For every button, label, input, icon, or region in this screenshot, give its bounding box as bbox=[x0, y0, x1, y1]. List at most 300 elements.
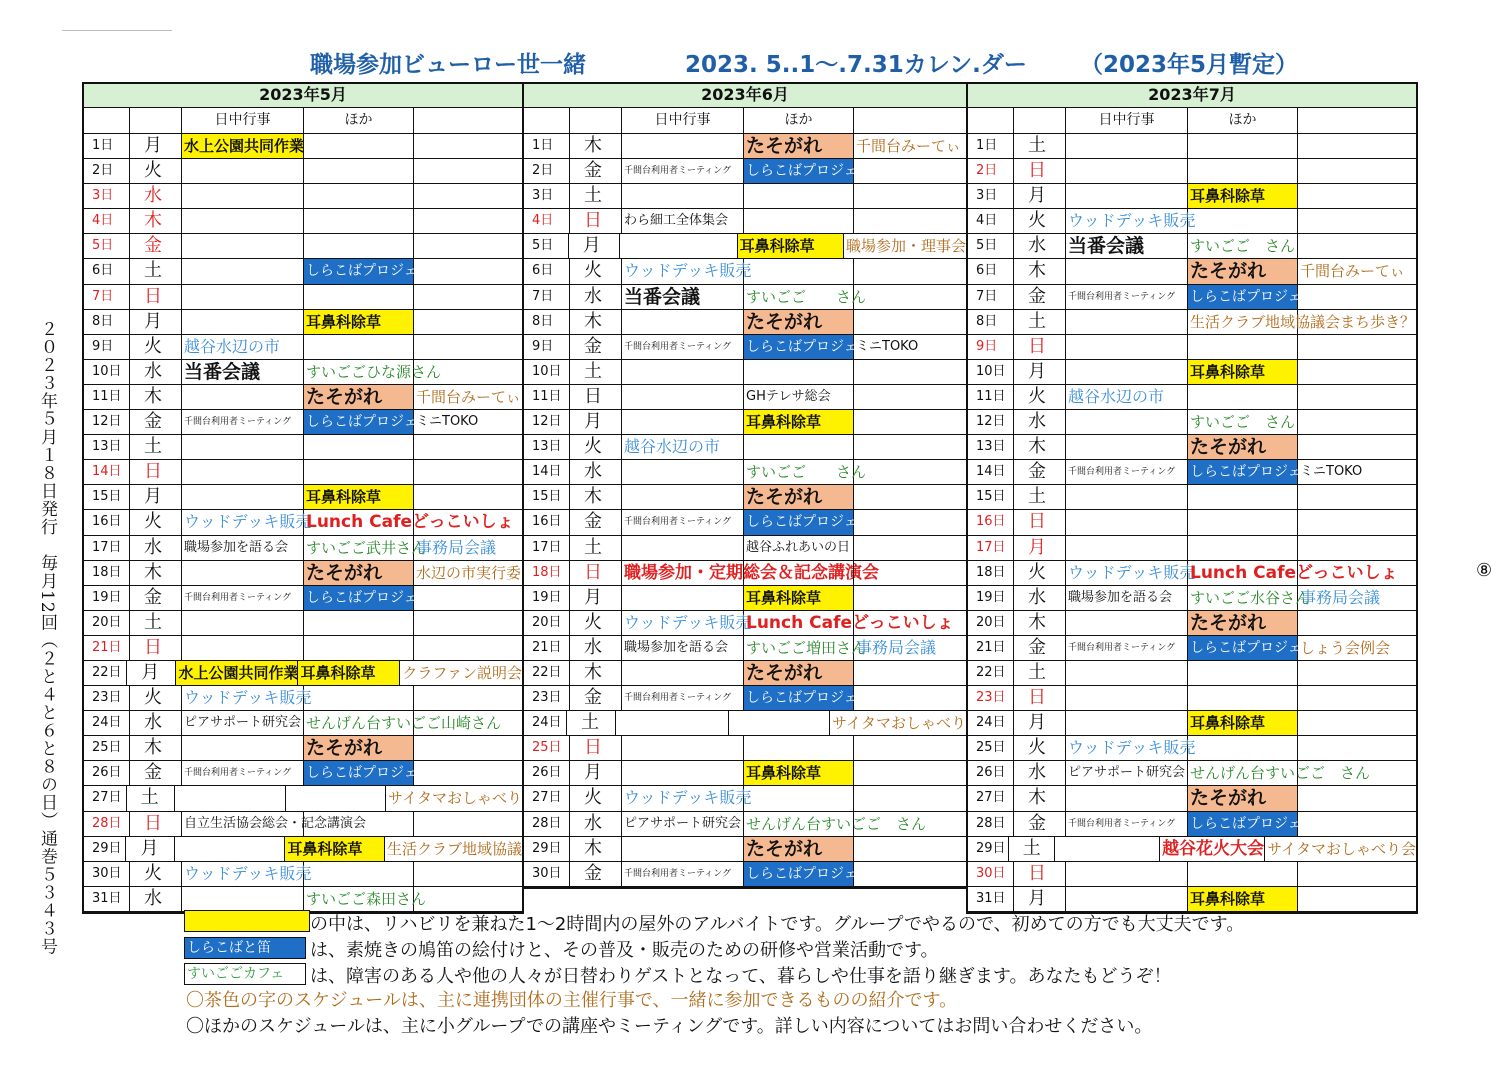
event-label: 職場参加・理事会 bbox=[845, 237, 966, 256]
weekday-cell: 日 bbox=[130, 460, 182, 484]
event-cell-a bbox=[182, 636, 304, 660]
calendar-row bbox=[524, 761, 966, 786]
month-july bbox=[966, 82, 1418, 914]
weekday-cell: 火 bbox=[1014, 385, 1066, 409]
event-cell-c bbox=[854, 184, 966, 208]
event-label: 千間台利用者ミーティング bbox=[1068, 467, 1176, 478]
event-cell-c bbox=[854, 335, 966, 359]
date-cell: 31日 bbox=[84, 887, 130, 911]
event-label: すいごご増田さん bbox=[746, 638, 867, 657]
issue-info: ２０２３年５月１８日発行 毎月12回（２と４と６と８の日）通巻５３４３号 bbox=[37, 320, 57, 956]
event-cell-a bbox=[1066, 887, 1188, 911]
calendar-row bbox=[84, 786, 522, 811]
event-label: Lunch Cafeどっこいしょ bbox=[1190, 562, 1398, 583]
date-cell: 16日 bbox=[84, 510, 130, 534]
event-cell-c bbox=[414, 360, 522, 384]
weekday-cell: 金 bbox=[570, 862, 622, 886]
event-label: しらこばプロジェク bbox=[304, 410, 413, 434]
event-cell-b bbox=[304, 184, 414, 208]
calendar-row bbox=[968, 536, 1416, 561]
event-label: 千間台利用者ミーティング bbox=[624, 341, 732, 352]
event-cell-b bbox=[1188, 209, 1298, 233]
event-cell-b bbox=[744, 485, 854, 509]
event-cell-a bbox=[1066, 812, 1188, 836]
event-cell-c bbox=[1298, 786, 1416, 810]
event-label: 水辺の市実行委 bbox=[416, 563, 522, 582]
date-cell: 19日 bbox=[524, 586, 570, 610]
event-cell-a bbox=[616, 711, 728, 735]
event-cell-c bbox=[414, 485, 522, 509]
event-cell-a bbox=[1066, 711, 1188, 735]
weekday-cell: 土 bbox=[570, 360, 622, 384]
event-cell-c bbox=[414, 435, 522, 459]
event-cell-b bbox=[1188, 234, 1298, 258]
event-label: 千間台みーてぃ bbox=[416, 387, 521, 406]
weekday-cell: 月 bbox=[127, 661, 176, 685]
event-cell-b bbox=[1188, 786, 1298, 810]
event-cell-a bbox=[1066, 184, 1188, 208]
event-cell-c bbox=[1298, 385, 1416, 409]
date-cell: 12日 bbox=[524, 410, 570, 434]
event-cell-b bbox=[304, 335, 414, 359]
weekday-cell: 日 bbox=[1014, 335, 1066, 359]
daytime-col-label: 日中行事 bbox=[182, 108, 304, 133]
weekday-cell: 日 bbox=[1014, 862, 1066, 886]
date-cell: 21日 bbox=[84, 636, 130, 660]
weekday-cell: 水 bbox=[130, 711, 182, 735]
event-label: しらこばプロジェク bbox=[744, 862, 853, 886]
calendar-row bbox=[84, 310, 522, 335]
event-label: たそがれ bbox=[744, 134, 853, 158]
event-cell-b bbox=[744, 686, 872, 710]
event-cell-a bbox=[622, 636, 744, 660]
event-label: せんげん台すいごご さん bbox=[1190, 764, 1371, 783]
event-cell-c bbox=[854, 561, 966, 585]
date-cell: 11日 bbox=[968, 385, 1014, 409]
date-cell: 4日 bbox=[968, 209, 1014, 233]
event-cell-b bbox=[304, 410, 432, 434]
date-cell: 30日 bbox=[84, 862, 130, 886]
event-cell-a bbox=[622, 335, 744, 359]
weekday-cell: 木 bbox=[130, 209, 182, 233]
calendar-row bbox=[968, 812, 1416, 837]
calendar-row bbox=[524, 812, 966, 837]
event-cell-c bbox=[414, 862, 522, 886]
date-cell: 25日 bbox=[84, 736, 130, 760]
event-cell-c bbox=[1298, 310, 1416, 334]
weekday-cell: 金 bbox=[570, 510, 622, 534]
weekday-cell: 金 bbox=[130, 586, 182, 610]
calendar-row bbox=[524, 611, 966, 636]
event-cell-a bbox=[622, 485, 744, 509]
calendar-row bbox=[84, 410, 522, 435]
weekday-cell: 水 bbox=[570, 636, 622, 660]
weekday-cell: 木 bbox=[570, 134, 622, 158]
date-cell: 24日 bbox=[84, 711, 130, 735]
weekday-cell: 火 bbox=[130, 510, 182, 534]
event-cell-b bbox=[1160, 837, 1265, 861]
date-cell: 10日 bbox=[524, 360, 570, 384]
event-label: たそがれ bbox=[1188, 786, 1297, 810]
event-cell-b bbox=[744, 586, 854, 610]
event-label: サイタマおしゃべり bbox=[832, 714, 966, 733]
event-label: たそがれ bbox=[304, 385, 413, 409]
event-cell-a bbox=[1066, 310, 1188, 334]
date-cell: 29日 bbox=[968, 837, 1009, 861]
event-cell-c bbox=[1298, 862, 1416, 886]
event-cell-b bbox=[304, 159, 414, 183]
event-cell-a bbox=[1066, 435, 1188, 459]
weekday-cell: 土 bbox=[1014, 134, 1066, 158]
event-cell-a bbox=[622, 661, 744, 685]
weekday-cell: 水 bbox=[1014, 410, 1066, 434]
date-cell: 23日 bbox=[524, 686, 570, 710]
event-cell-a bbox=[622, 812, 744, 836]
weekday-cell: 火 bbox=[130, 862, 182, 886]
day-col-label bbox=[968, 108, 1014, 133]
weekday-cell: 月 bbox=[130, 485, 182, 509]
event-cell-a bbox=[182, 561, 304, 585]
weekday-cell: 火 bbox=[130, 335, 182, 359]
event-cell-c bbox=[414, 510, 522, 534]
event-cell-a bbox=[182, 761, 304, 785]
event-cell-a bbox=[1066, 661, 1188, 685]
weekday-cell: 月 bbox=[130, 134, 182, 158]
event-cell-a bbox=[182, 310, 304, 334]
event-label: ピアサポート研究会 bbox=[1068, 765, 1186, 781]
date-cell: 30日 bbox=[968, 862, 1014, 886]
event-label: 耳鼻科除草 bbox=[744, 761, 853, 785]
event-cell-c bbox=[1298, 636, 1416, 660]
event-cell-c bbox=[414, 611, 522, 635]
event-cell-b bbox=[1188, 460, 1316, 484]
date-cell: 4日 bbox=[524, 209, 570, 233]
event-label: 当番会議 bbox=[624, 285, 701, 308]
date-cell: 13日 bbox=[524, 435, 570, 459]
event-cell-c bbox=[854, 410, 966, 434]
weekday-cell: 金 bbox=[570, 335, 622, 359]
date-cell: 6日 bbox=[84, 259, 130, 283]
event-cell-b bbox=[744, 812, 927, 836]
event-cell-b bbox=[744, 862, 872, 886]
event-cell-a bbox=[182, 234, 304, 258]
event-cell-c bbox=[854, 285, 966, 309]
calendar-row bbox=[968, 862, 1416, 887]
event-label: たそがれ bbox=[304, 736, 413, 760]
event-label: 当番会議 bbox=[1068, 235, 1145, 258]
event-cell-b bbox=[1188, 761, 1371, 785]
event-cell-c bbox=[854, 586, 966, 610]
weekday-cell: 水 bbox=[130, 536, 182, 560]
event-cell-c bbox=[1298, 259, 1416, 283]
event-cell-b bbox=[744, 460, 867, 484]
event-cell-b bbox=[744, 335, 872, 359]
calendar-row bbox=[524, 209, 966, 234]
weekday-cell: 水 bbox=[570, 285, 622, 309]
calendar-row bbox=[524, 285, 966, 310]
event-cell-a bbox=[1066, 259, 1188, 283]
event-cell-a bbox=[1066, 561, 1196, 585]
event-cell-b bbox=[744, 837, 854, 861]
event-label: 千間台利用者ミーティング bbox=[1068, 818, 1176, 829]
weekday-cell: 火 bbox=[1014, 561, 1066, 585]
event-cell-c bbox=[1298, 435, 1416, 459]
event-cell-b bbox=[1188, 636, 1316, 660]
event-cell-a bbox=[1066, 134, 1188, 158]
calendar-row bbox=[524, 184, 966, 209]
extra-col-label bbox=[414, 108, 522, 133]
event-cell-b bbox=[1188, 360, 1298, 384]
event-cell-b bbox=[744, 134, 854, 158]
event-cell-c bbox=[385, 837, 522, 861]
weekday-cell: 月 bbox=[1014, 184, 1066, 208]
event-cell-b bbox=[304, 510, 514, 534]
date-cell: 29日 bbox=[84, 837, 126, 861]
event-cell-c bbox=[414, 310, 522, 334]
date-cell: 30日 bbox=[524, 862, 570, 886]
event-cell-c bbox=[854, 786, 966, 810]
event-label: 耳鼻科除草 bbox=[1188, 184, 1297, 208]
calendar-row bbox=[84, 536, 522, 561]
weekday-cell: 日 bbox=[570, 736, 622, 760]
event-cell-b bbox=[304, 385, 414, 409]
month-header: 2023年6月 bbox=[524, 84, 966, 108]
event-cell-b bbox=[1188, 711, 1298, 735]
event-cell-c bbox=[854, 661, 966, 685]
calendar-row bbox=[968, 159, 1416, 184]
event-label: ミニTOKO bbox=[416, 414, 479, 430]
event-cell-a bbox=[182, 360, 304, 384]
weekday-cell: 日 bbox=[570, 385, 622, 409]
event-cell-c bbox=[1298, 686, 1416, 710]
day-col-label bbox=[84, 108, 130, 133]
event-cell-a bbox=[1066, 159, 1188, 183]
event-cell-b bbox=[304, 485, 414, 509]
event-cell-c bbox=[854, 485, 966, 509]
event-cell-c bbox=[400, 661, 522, 685]
weekday-cell: 土 bbox=[1014, 485, 1066, 509]
daytime-col-label: 日中行事 bbox=[1066, 108, 1188, 133]
event-label: Lunch Cafeどっこいしょ bbox=[746, 612, 954, 633]
weekday-cell: 火 bbox=[130, 686, 182, 710]
calendar-row bbox=[84, 661, 522, 686]
event-cell-c bbox=[854, 686, 966, 710]
event-cell-b bbox=[1188, 310, 1416, 334]
event-cell-a bbox=[182, 435, 304, 459]
event-cell-c bbox=[1265, 837, 1416, 861]
extra-col-label bbox=[854, 108, 966, 133]
event-label: 耳鼻科除草 bbox=[738, 234, 843, 258]
event-cell-a bbox=[182, 159, 304, 183]
event-label: ウッドデッキ販売 bbox=[1068, 562, 1196, 582]
event-label: 生活クラブ地域協議 bbox=[386, 839, 522, 858]
weekday-cell: 金 bbox=[570, 686, 622, 710]
date-cell: 27日 bbox=[524, 786, 570, 810]
weekday-cell: 木 bbox=[1014, 611, 1066, 635]
event-cell-b bbox=[1188, 611, 1298, 635]
event-label: ミニTOKO bbox=[856, 338, 919, 354]
event-cell-a bbox=[622, 761, 744, 785]
weekday-cell: 木 bbox=[1014, 259, 1066, 283]
date-cell: 28日 bbox=[84, 812, 130, 836]
event-cell-b bbox=[1188, 485, 1298, 509]
event-cell-b bbox=[304, 736, 414, 760]
event-cell-b bbox=[304, 360, 442, 384]
month-header: 2023年7月 bbox=[968, 84, 1416, 108]
event-label: せんげん台すいごご山崎さん bbox=[306, 714, 502, 733]
weekday-cell: 日 bbox=[130, 812, 182, 836]
event-cell-c bbox=[414, 736, 522, 760]
weekday-cell: 日 bbox=[130, 285, 182, 309]
calendar-row bbox=[524, 736, 966, 761]
event-cell-a bbox=[1066, 234, 1188, 258]
event-label: 千間台利用者ミーティング bbox=[1068, 291, 1176, 302]
calendar-row bbox=[968, 209, 1416, 234]
event-cell-c bbox=[414, 761, 522, 785]
event-label: 越谷水辺の市 bbox=[184, 336, 281, 356]
weekday-cell: 金 bbox=[1014, 285, 1066, 309]
event-cell-c bbox=[1298, 611, 1416, 635]
event-cell-c bbox=[1298, 285, 1416, 309]
event-cell-c bbox=[414, 159, 522, 183]
weekday-cell: 日 bbox=[570, 209, 622, 233]
date-cell: 18日 bbox=[84, 561, 130, 585]
weekday-cell: 日 bbox=[1014, 510, 1066, 534]
event-cell-b bbox=[1188, 385, 1298, 409]
event-label: 事務局会議 bbox=[1300, 587, 1381, 607]
event-cell-b bbox=[738, 234, 844, 258]
title-range: 2023. 5..1～.7.31カレン.ダー bbox=[685, 52, 1027, 78]
event-label: しらこばプロジェク bbox=[304, 259, 413, 283]
event-cell-b bbox=[744, 159, 872, 183]
event-cell-b bbox=[304, 761, 432, 785]
date-cell: 5日 bbox=[968, 234, 1014, 258]
event-label: 事務局会議 bbox=[856, 637, 937, 657]
event-cell-a bbox=[622, 310, 744, 334]
event-cell-a bbox=[182, 134, 304, 158]
calendar-row bbox=[968, 335, 1416, 360]
date-cell: 23日 bbox=[84, 686, 130, 710]
weekday-cell: 月 bbox=[570, 410, 622, 434]
calendar-row bbox=[84, 686, 522, 711]
calendar-row bbox=[968, 134, 1416, 159]
event-cell-a bbox=[176, 661, 298, 685]
event-label: すいごご さん bbox=[1190, 237, 1296, 256]
event-label: Lunch Cafeどっこいしょ bbox=[306, 512, 514, 533]
calendar-row bbox=[524, 536, 966, 561]
date-cell: 17日 bbox=[84, 536, 130, 560]
event-cell-c bbox=[1298, 485, 1416, 509]
weekday-cell: 火 bbox=[570, 611, 622, 635]
event-cell-a bbox=[182, 410, 304, 434]
event-cell-c bbox=[1298, 360, 1416, 384]
event-label: 耳鼻科除草 bbox=[1188, 360, 1297, 384]
event-cell-c bbox=[854, 636, 966, 660]
event-cell-c bbox=[1298, 510, 1416, 534]
date-cell: 7日 bbox=[84, 285, 130, 309]
date-cell: 24日 bbox=[968, 711, 1014, 735]
event-cell-b bbox=[304, 586, 432, 610]
weekday-cell: 月 bbox=[126, 837, 174, 861]
calendar-row bbox=[84, 837, 522, 862]
event-cell-c bbox=[854, 310, 966, 334]
event-cell-a bbox=[622, 786, 752, 810]
event-cell-c bbox=[1298, 460, 1416, 484]
event-label: 越谷水辺の市 bbox=[1068, 386, 1165, 406]
calendar-row bbox=[84, 335, 522, 360]
event-label: 事務局会議 bbox=[416, 537, 497, 557]
weekday-cell: 日 bbox=[1014, 686, 1066, 710]
event-cell-c bbox=[854, 510, 966, 534]
event-cell-b bbox=[1188, 335, 1298, 359]
event-label: しらこばプロジェク bbox=[744, 335, 853, 359]
event-label: しらこばプロジェク bbox=[744, 159, 853, 183]
page-number: ⑧ bbox=[1476, 560, 1493, 581]
event-label: 千間台利用者ミーティング bbox=[624, 166, 732, 177]
event-cell-b bbox=[1188, 159, 1298, 183]
event-label: 職場参加を語る会 bbox=[624, 639, 729, 655]
event-cell-a bbox=[622, 134, 744, 158]
event-label: 職場参加を語る会 bbox=[184, 539, 289, 555]
note-brown: 〇茶色の字のスケジュールは、主に連携団体の主催行事で、一緒に参加できるものの紹介です。 bbox=[186, 990, 958, 1011]
event-cell-a bbox=[182, 335, 304, 359]
event-cell-c bbox=[854, 536, 966, 560]
event-cell-c bbox=[1298, 812, 1416, 836]
calendar-row bbox=[968, 285, 1416, 310]
event-cell-a bbox=[620, 234, 738, 258]
event-cell-a bbox=[622, 586, 744, 610]
date-cell: 4日 bbox=[84, 209, 130, 233]
weekday-cell: 木 bbox=[570, 485, 622, 509]
date-cell: 14日 bbox=[524, 460, 570, 484]
event-label: しらこばプロジェク bbox=[1188, 636, 1297, 660]
calendar-row bbox=[524, 134, 966, 159]
weekday-cell: 金 bbox=[1014, 812, 1066, 836]
event-cell-b bbox=[1188, 736, 1298, 760]
event-label: すいごご さん bbox=[1190, 413, 1296, 432]
date-cell: 2日 bbox=[84, 159, 130, 183]
date-cell: 22日 bbox=[524, 661, 570, 685]
weekday-cell: 土 bbox=[130, 259, 182, 283]
calendar-row bbox=[524, 460, 966, 485]
weekday-cell: 日 bbox=[570, 561, 622, 585]
event-cell-a bbox=[622, 686, 744, 710]
date-cell: 23日 bbox=[968, 686, 1014, 710]
date-cell: 2日 bbox=[968, 159, 1014, 183]
date-cell: 10日 bbox=[968, 360, 1014, 384]
calendar-row bbox=[524, 310, 966, 335]
date-cell: 1日 bbox=[524, 134, 570, 158]
date-cell: 25日 bbox=[968, 736, 1014, 760]
date-cell: 3日 bbox=[968, 184, 1014, 208]
date-cell: 26日 bbox=[524, 761, 570, 785]
date-cell: 14日 bbox=[84, 460, 130, 484]
event-cell-c bbox=[854, 812, 966, 836]
event-label: ウッドデッキ販売 bbox=[184, 863, 312, 883]
event-cell-a bbox=[1066, 460, 1188, 484]
date-cell: 28日 bbox=[968, 812, 1014, 836]
date-cell: 12日 bbox=[968, 410, 1014, 434]
event-cell-b bbox=[744, 310, 854, 334]
event-cell-c bbox=[1298, 761, 1416, 785]
event-cell-a bbox=[622, 385, 744, 409]
legend-suigogo-box: すいごごカフェ bbox=[184, 963, 306, 985]
date-cell: 31日 bbox=[968, 887, 1014, 911]
event-label: 職場参加を語る会 bbox=[1068, 589, 1173, 605]
event-label: しらこばプロジェク bbox=[304, 761, 413, 785]
calendar-row bbox=[524, 586, 966, 611]
event-cell-c bbox=[854, 460, 966, 484]
